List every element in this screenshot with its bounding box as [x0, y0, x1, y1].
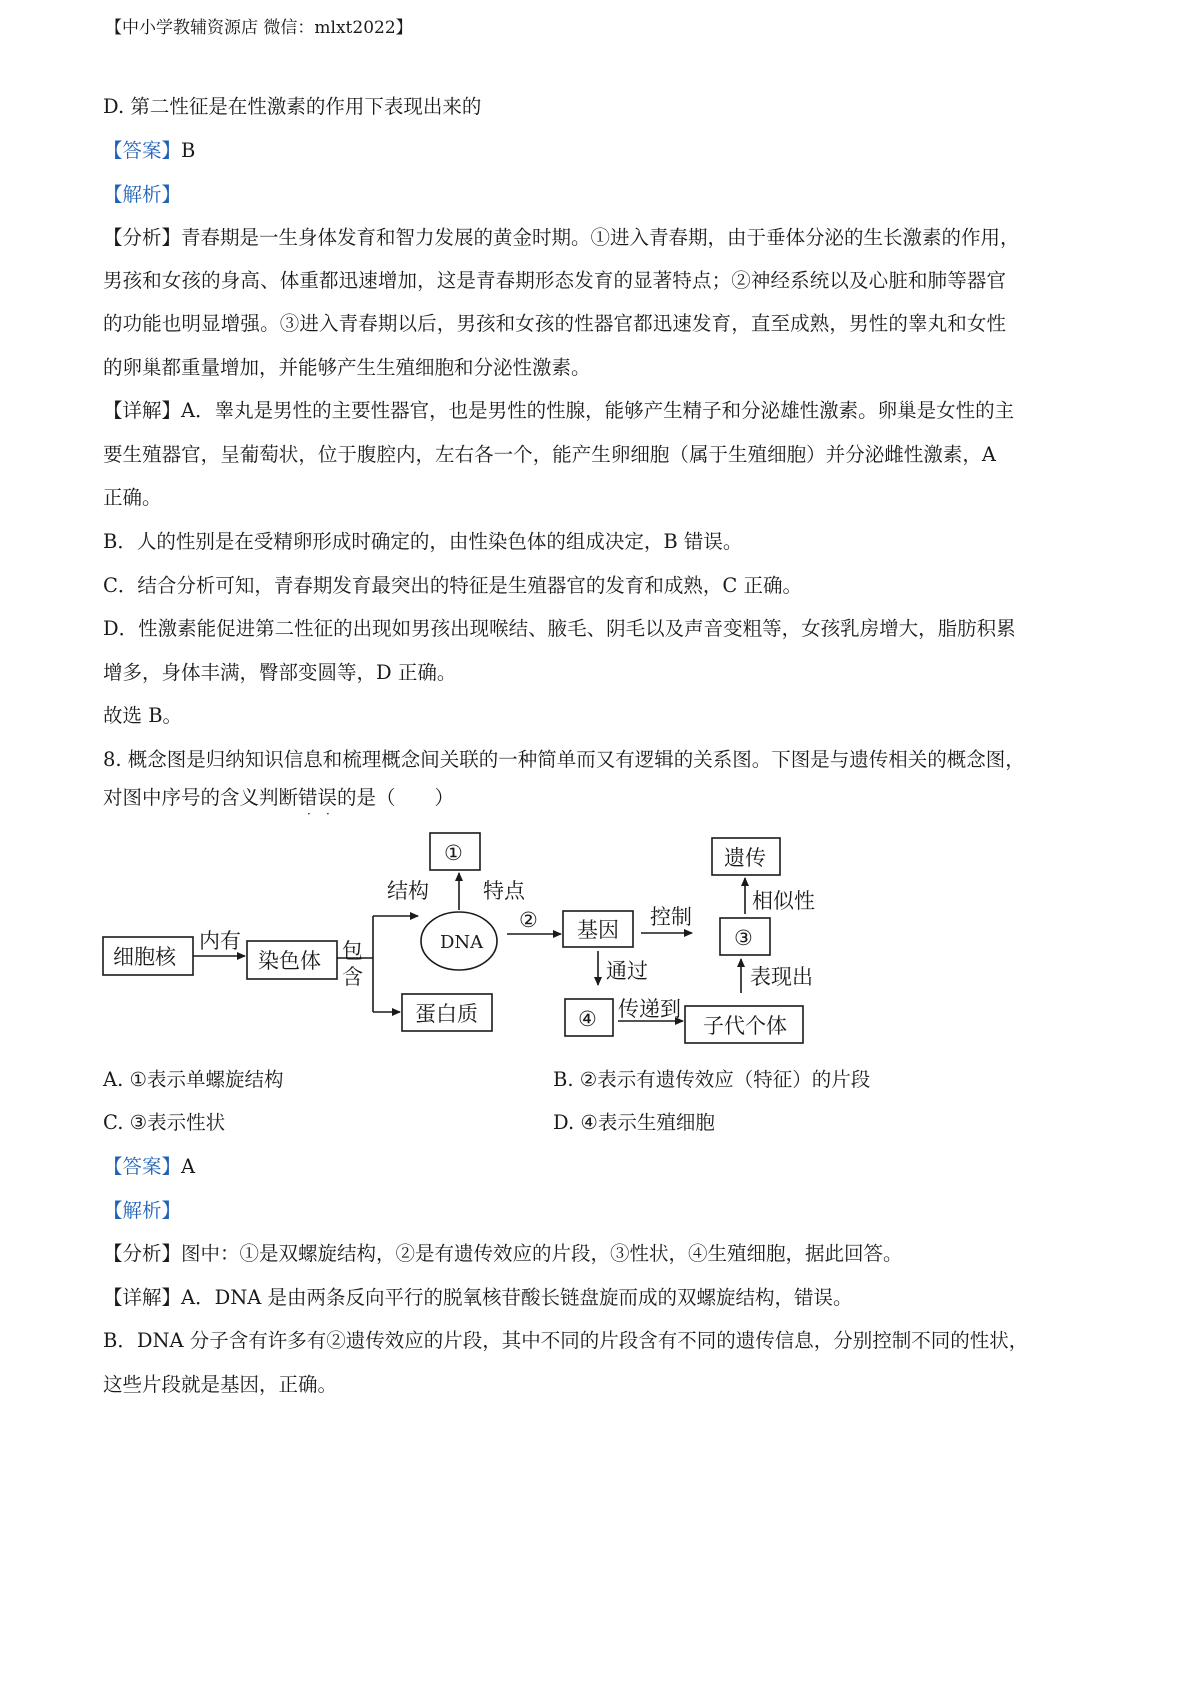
edge-structure: 结构 [387, 879, 429, 903]
q7-xiangjie-line-4: B．人的性别是在受精卵形成时确定的，由性染色体的组成决定，B 错误。 [103, 530, 743, 553]
q7-xiangjie-line-6: D．性激素能促进第二性征的出现如男孩出现喉结、腋毛、阴毛以及声音变粗等，女孩乳房增大，脂肪积累 [103, 617, 1016, 640]
q7-analysis-tag: 【解析】 [103, 183, 182, 206]
node-dna: DNA [440, 932, 484, 953]
q8-stem-line-2: 对图中序号的含义判断错误的是（ ） [103, 786, 455, 809]
q7-option-d: D. 第二性征是在性激素的作用下表现出来的 [103, 95, 482, 118]
q7-fenxi-line-3: 的功能也明显增强。③进入青春期以后，男孩和女孩的性器官都迅速发育，直至成熟，男性的睾丸和女性 [103, 312, 1006, 335]
q8-xiangjie-line-3: 这些片段就是基因，正确。 [103, 1373, 338, 1396]
edge-manifest: 表现出 [750, 965, 813, 989]
node-gene: 基因 [577, 918, 619, 942]
concept-map-diagram [0, 820, 1200, 1060]
q8-fenxi: 【分析】图中：①是双螺旋结构，②是有遗传效应的片段，③性状，④生殖细胞，据此回答。 [103, 1242, 903, 1265]
edge-contain-1: 包 [342, 939, 363, 963]
edge-control: 控制 [650, 905, 692, 929]
answer-tag: 【答案】 [103, 1155, 182, 1178]
edge-through: 通过 [606, 959, 648, 983]
q7-xiangjie-line-8: 故选 B。 [103, 704, 183, 727]
q8-option-c: C. ③表示性状 [103, 1111, 226, 1134]
node-box1-label: ① [444, 841, 463, 865]
q8-answer [103, 1155, 195, 1179]
node-heredity: 遗传 [724, 846, 766, 870]
q8-option-d: D. ④表示生殖细胞 [553, 1111, 715, 1134]
q8-option-a: A. ①表示单螺旋结构 [103, 1068, 284, 1091]
edge-feature: 特点 [483, 879, 525, 903]
q7-fenxi-line-2: 男孩和女孩的身高、体重都迅速增加，这是青春期形态发育的显著特点；②神经系统以及心脏和肺等器官 [103, 269, 1006, 292]
q8-stem-line-1: 8. 概念图是归纳知识信息和梳理概念间关联的一种简单而又有逻辑的关系图。下图是与遗传相关的概念图， [103, 748, 1025, 771]
emphasis-dot: · [307, 807, 311, 821]
q7-fenxi-line-4: 的卵巢都重量增加，并能够产生生殖细胞和分泌性激素。 [103, 356, 591, 379]
q7-xiangjie-line-1: 【详解】A．睾丸是男性的主要性器官，也是男性的性腺，能够产生精子和分泌雄性激素。卵巢是女性的主 [103, 399, 1015, 422]
q7-answer [103, 139, 195, 163]
edge-transmit: 传递到 [618, 997, 681, 1021]
node-chromosome: 染色体 [258, 949, 321, 973]
node-box4-label: ④ [578, 1007, 597, 1031]
edge-contain-2: 含 [342, 965, 363, 989]
answer-value: A [181, 1155, 196, 1178]
node-offspring: 子代个体 [703, 1014, 787, 1038]
q7-fenxi-line-1: 【分析】青春期是一生身体发育和智力发展的黄金时期。①进入青春期，由于垂体分泌的生长激素的作用， [103, 226, 1020, 249]
node-box3-label: ③ [734, 926, 753, 950]
header-watermark: 【中小学教辅资源店 微信：mlxt2022】 [105, 18, 413, 38]
edge-two: ② [519, 908, 538, 932]
answer-tag: 【答案】 [103, 139, 182, 162]
edge-has: 内有 [199, 929, 241, 953]
q8-xiangjie-line-1: 【详解】A．DNA 是由两条反向平行的脱氧核苷酸长链盘旋而成的双螺旋结构，错误。 [103, 1286, 853, 1309]
q7-xiangjie-line-7: 增多，身体丰满，臀部变圆等，D 正确。 [103, 661, 457, 684]
q7-xiangjie-line-5: C．结合分析可知，青春期发育最突出的特征是生殖器官的发育和成熟，C 正确。 [103, 574, 803, 597]
answer-value: B [181, 139, 196, 162]
q8-option-b: B. ②表示有遗传效应（特征）的片段 [553, 1068, 871, 1091]
q8-analysis-tag: 【解析】 [103, 1199, 182, 1222]
q7-xiangjie-line-2: 要生殖器官，呈葡萄状，位于腹腔内，左右各一个，能产生卵细胞（属于生殖细胞）并分泌雌性激素，A [103, 443, 996, 466]
q7-xiangjie-line-3: 正确。 [103, 486, 162, 509]
edge-similarity: 相似性 [752, 889, 815, 913]
q8-xiangjie-line-2: B．DNA 分子含有许多有②遗传效应的片段，其中不同的片段含有不同的遗传信息，分别控制不同的性状， [103, 1329, 1029, 1352]
node-protein: 蛋白质 [415, 1002, 478, 1026]
emphasis-dot: · [326, 807, 330, 821]
node-nucleus: 细胞核 [113, 945, 176, 969]
